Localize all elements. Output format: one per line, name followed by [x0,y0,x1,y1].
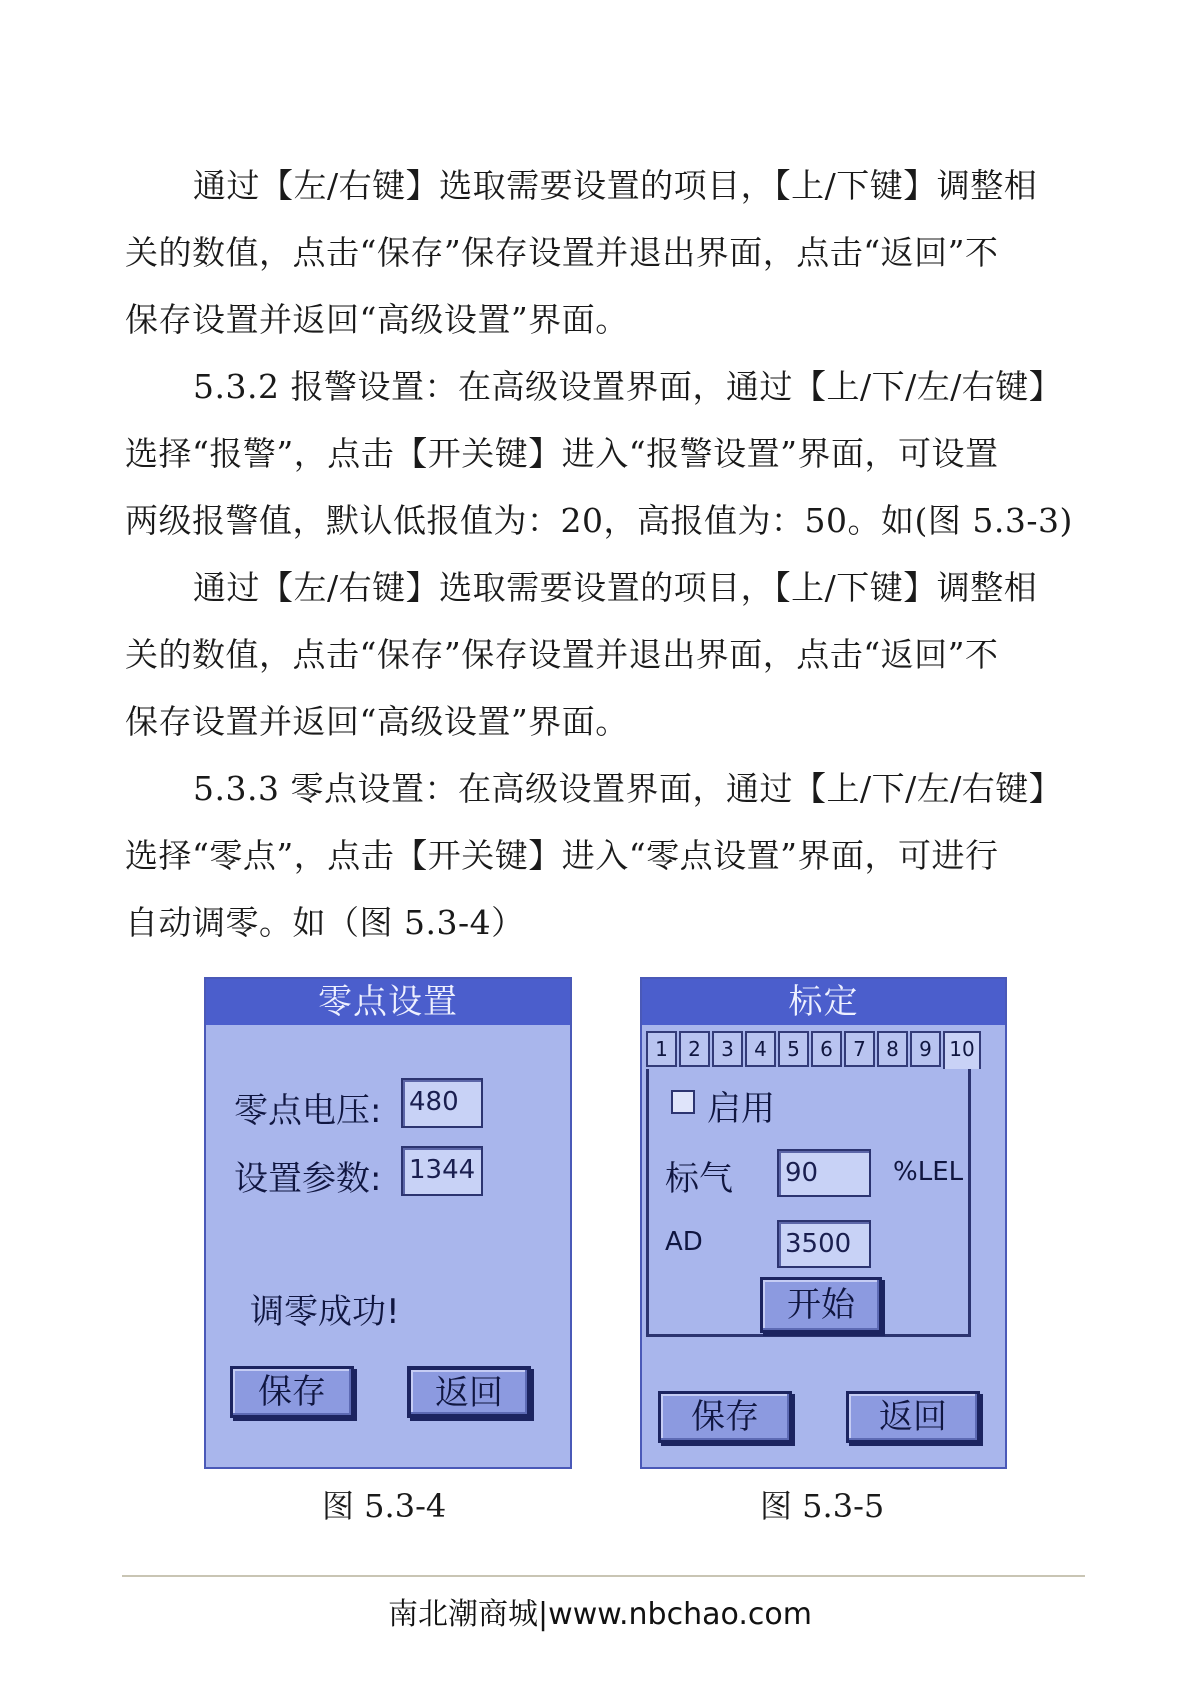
paragraph-line: 保存设置并返回“高级设置”界面。 [125,300,629,339]
calib-tabs [646,1031,983,1069]
tab-4[interactable]: 4 [745,1031,776,1067]
paragraph-line: 5.3.2 报警设置：在高级设置界面，通过【上/下/左/右键】 [193,367,1063,406]
tab-9[interactable]: 9 [910,1031,941,1067]
paragraph-line: 选择“报警”，点击【开关键】进入“报警设置”界面，可设置 [125,434,999,473]
paragraph-4 [125,755,1085,956]
gas-label: 标气 [665,1159,733,1199]
zero-point-screen [204,977,572,1469]
tab-5[interactable]: 5 [778,1031,809,1067]
param-field[interactable]: 1344 [401,1146,483,1196]
footer-text[interactable]: 南北潮商城|www.nbchao.com [388,1597,812,1632]
voltage-label: 零点电压: [234,1091,382,1131]
voltage-field[interactable]: 480 [401,1078,483,1128]
footer-divider [122,1575,1085,1577]
enable-label: 启用 [707,1089,775,1129]
tab-1[interactable]: 1 [646,1031,677,1067]
save-button[interactable]: 保存 [658,1391,792,1443]
paragraph-line: 选择“零点”，点击【开关键】进入“零点设置”界面，可进行 [125,836,999,875]
figure-caption-5-3-4: 图 5.3-4 [322,1487,447,1525]
paragraph-2 [125,353,1085,554]
paragraph-line: 自动调零。如（图 5.3-4） [125,903,525,942]
calib-panel [646,1069,971,1337]
gas-unit: %LEL [893,1157,964,1187]
ad-value-field[interactable]: 3500 [777,1220,871,1268]
paragraph-line: 保存设置并返回“高级设置”界面。 [125,702,629,741]
param-label: 设置参数: [234,1159,382,1199]
tab-2[interactable]: 2 [679,1031,710,1067]
paragraph-line: 通过【左/右键】选取需要设置的项目，【上/下键】调整相 [193,568,1038,607]
calibration-screen [640,977,1007,1469]
tab-7[interactable]: 7 [844,1031,875,1067]
back-button[interactable]: 返回 [846,1391,980,1443]
start-button[interactable]: 开始 [760,1277,882,1333]
tab-10[interactable]: 10 [943,1031,981,1069]
figure-caption-5-3-5: 图 5.3-5 [760,1487,885,1525]
gas-value-field[interactable]: 90 [777,1149,871,1197]
paragraph-line: 关的数值，点击“保存”保存设置并退出界面，点击“返回”不 [125,635,999,674]
zero-screen-title: 零点设置 [206,979,570,1025]
zero-status: 调零成功! [250,1292,400,1332]
save-button[interactable]: 保存 [230,1366,354,1418]
back-button[interactable]: 返回 [407,1366,531,1418]
paragraph-line: 关的数值，点击“保存”保存设置并退出界面，点击“返回”不 [125,233,999,272]
paragraph-line: 通过【左/右键】选取需要设置的项目，【上/下键】调整相 [193,166,1038,205]
paragraph-line: 两级报警值，默认低报值为：20，高报值为：50。如(图 5.3-3) [125,501,1073,540]
paragraph-3 [125,554,1085,755]
enable-checkbox[interactable] [671,1090,695,1114]
paragraph-1 [125,152,1085,353]
ad-label: AD [665,1227,703,1257]
tab-8[interactable]: 8 [877,1031,908,1067]
paragraph-line: 5.3.3 零点设置：在高级设置界面，通过【上/下/左/右键】 [193,769,1063,808]
calib-screen-title: 标定 [642,979,1005,1025]
tab-3[interactable]: 3 [712,1031,743,1067]
tab-6[interactable]: 6 [811,1031,842,1067]
